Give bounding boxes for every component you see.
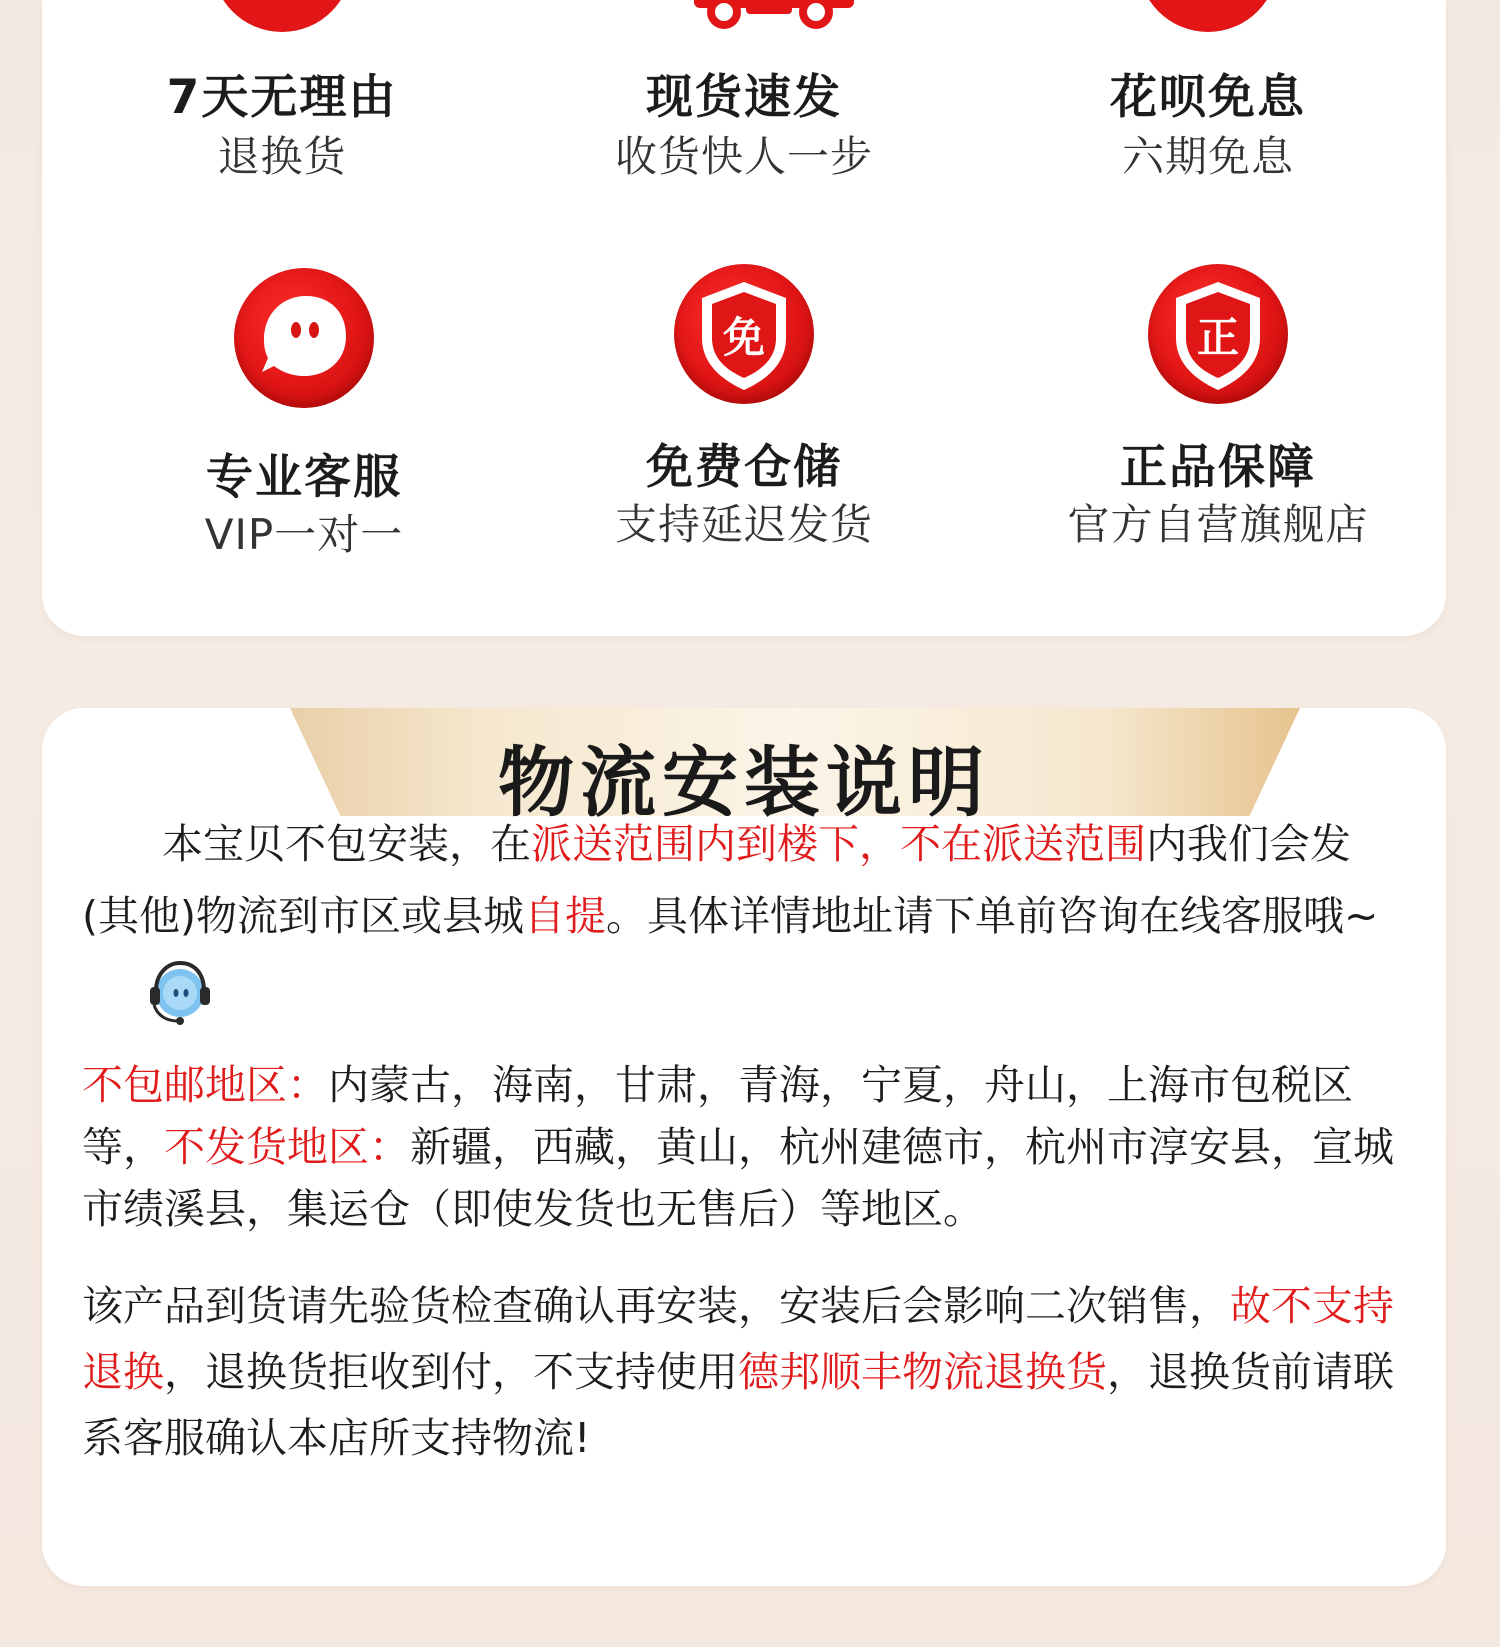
shipping-region-note [82, 1054, 1407, 1240]
note-text: ，退换货前请联系客服确认本店所支持物流! [82, 1348, 1394, 1462]
delivery-truck-icon [684, 0, 864, 30]
service-title: 正品保障 [1120, 440, 1316, 495]
chat-bubble-icon [234, 268, 374, 408]
note-text: 该产品到货请先验货检查确认再安装，安装后会影响二次销售， [82, 1282, 1230, 1330]
note-text: 本宝贝不包安装，在 [162, 820, 531, 868]
service-subtitle: 退换货 [217, 132, 347, 181]
note-text: ，退换货拒收到付，不支持使用 [164, 1348, 738, 1396]
service-title: 现货速发 [646, 70, 842, 125]
note-text: 新疆，西藏，黄山，杭州建德市，杭州市淳安县，宣城市绩溪县，集运仓（即使发货也无售后）等地区。 [82, 1123, 1394, 1233]
service-item-free-storage [534, 264, 954, 564]
service-subtitle: 收货快人一步 [614, 132, 873, 181]
installation-note [82, 808, 1407, 1027]
service-subtitle: VIP一对一 [204, 510, 404, 559]
note-label: 不发货地区： [164, 1123, 410, 1171]
note-highlight: 自提 [524, 892, 606, 940]
service-title: 免费仓储 [646, 440, 842, 495]
badge-text: 正 [1196, 313, 1240, 362]
installment-icon [1138, 0, 1278, 32]
service-subtitle: 支持延迟发货 [614, 500, 873, 549]
service-subtitle: 六期免息 [1121, 132, 1294, 181]
note-highlight: 故不支持退换 [82, 1282, 1394, 1396]
note-highlight: 德邦顺丰物流退换货 [738, 1348, 1107, 1396]
service-item-installment [998, 0, 1418, 200]
return-policy-note [82, 1273, 1407, 1471]
service-item-customer-service [94, 268, 514, 568]
shield-free-icon [674, 264, 814, 404]
service-title: 花呗免息 [1110, 70, 1306, 125]
shield-genuine-icon [1148, 264, 1288, 404]
service-title: 专业客服 [206, 450, 402, 505]
logistics-card [42, 708, 1446, 1586]
service-subtitle: 官方自营旗舰店 [1067, 500, 1369, 549]
note-highlight: 派送范围内到楼下，不在派送范围 [531, 820, 1146, 868]
service-title: 7天无理由 [166, 70, 398, 125]
customer-service-icon[interactable] [142, 955, 214, 1027]
service-item-fast-delivery [534, 0, 954, 200]
service-guarantee-card [42, 0, 1446, 636]
badge-text: 免 [722, 313, 766, 362]
service-item-return [72, 0, 492, 200]
note-text: 内蒙古，海南，甘肃，青海，宁夏，舟山，上海市包税区等， [82, 1061, 1353, 1171]
note-text: 。具体详情地址请下单前咨询在线客服哦~ [606, 892, 1379, 940]
note-label: 不包邮地区： [82, 1061, 328, 1109]
service-item-genuine [1008, 264, 1428, 564]
section-title: 物流安装说明 [498, 738, 990, 827]
note-text: 内我们会发(其他)物流到市区或县城 [82, 820, 1351, 940]
return-icon [212, 0, 352, 32]
